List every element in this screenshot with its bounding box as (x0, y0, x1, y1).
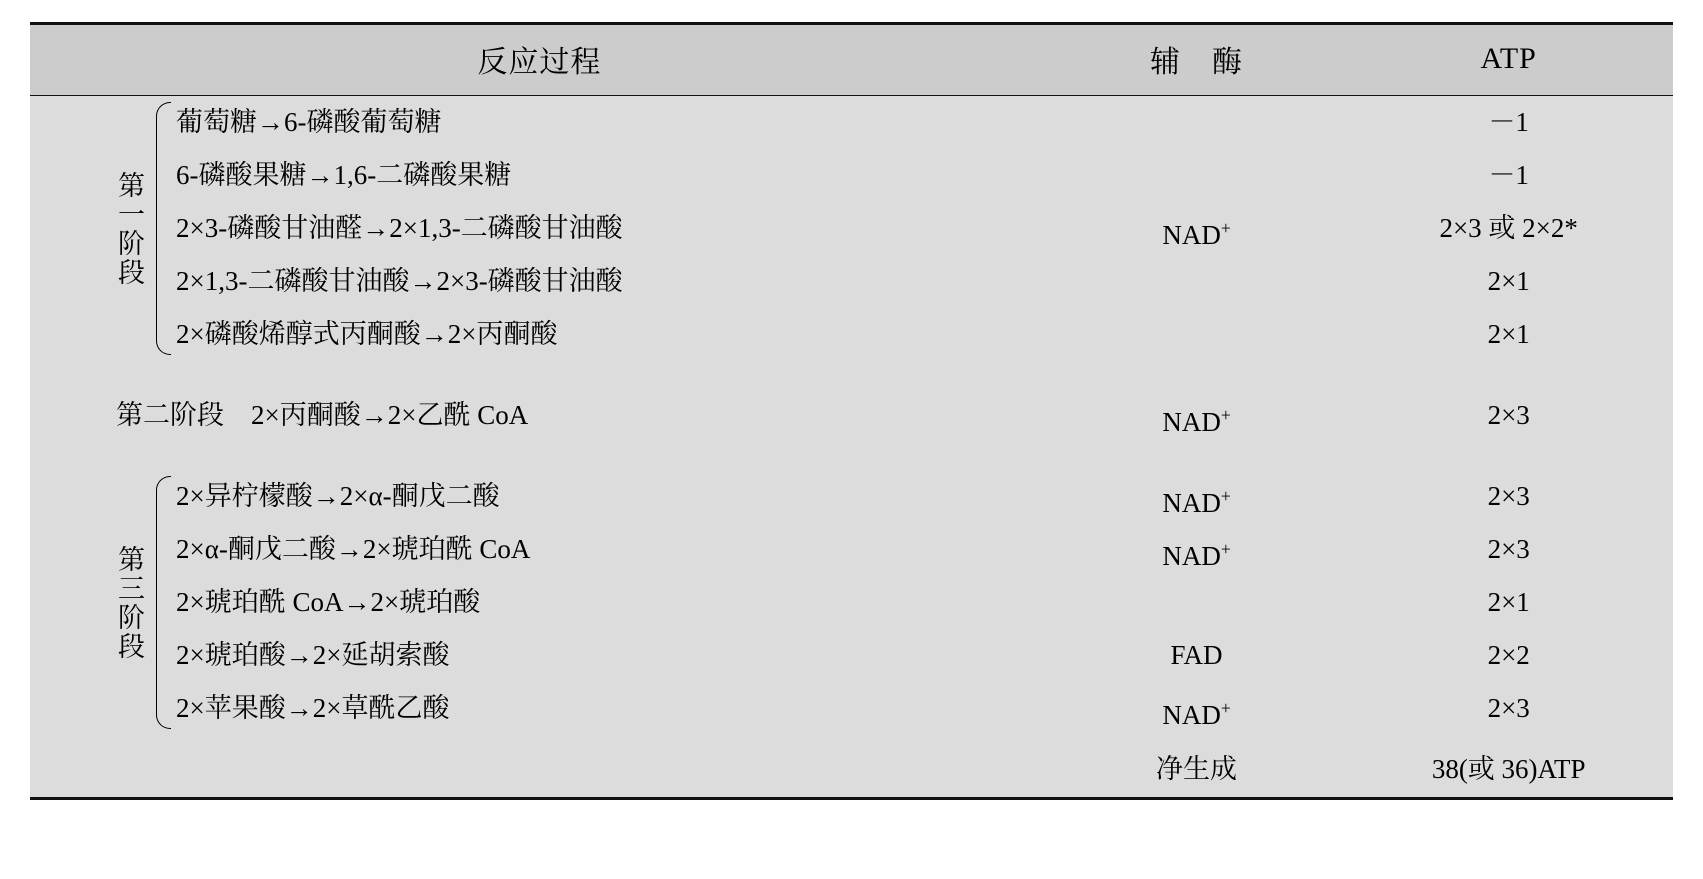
atp-value: 2×3 (1487, 400, 1530, 430)
reaction-step: 2×磷酸烯醇式丙酮酸→2×丙酮酸 (176, 319, 558, 349)
atp-value: 2×2 (1487, 640, 1530, 670)
table-header (30, 24, 1673, 96)
reaction-step: 第二阶段 2×丙酮酸→2×乙酰 CoA (116, 400, 529, 430)
table-row (30, 470, 1673, 735)
superscript-plus: + (1220, 698, 1231, 718)
atp-value: －1 (1488, 160, 1529, 190)
column-header-coenzyme (1049, 24, 1345, 96)
stage-three-coenzyme-cell (1049, 470, 1345, 735)
stage-three-label (30, 470, 150, 735)
coenzyme-value (1049, 96, 1345, 149)
superscript-plus: + (1220, 539, 1231, 559)
coenzyme-value (1049, 149, 1345, 202)
net-total-value: 38(或 36)ATP (1431, 753, 1586, 784)
reaction-step: 2×苹果酸→2×草酰乙酸 (176, 693, 450, 723)
coenzyme-value: NAD+ (1162, 486, 1231, 518)
atp-value: 2×1 (1487, 266, 1530, 296)
spacer-cell (1049, 442, 1345, 470)
stage-one-atp-cell (1344, 96, 1673, 362)
column-header-process: 反应过程 (30, 24, 1049, 96)
reaction-step: 6-磷酸果糖→1,6-二磷酸果糖 (176, 160, 512, 190)
spacer-row (30, 361, 1673, 389)
reaction-step: 葡萄糖→6-磷酸葡萄糖 (176, 107, 442, 137)
stage-one-label-text: 第一阶段 (114, 170, 144, 287)
reaction-step: 2×3-磷酸甘油醛→2×1,3-二磷酸甘油酸 (176, 213, 623, 243)
table-header-row (30, 24, 1673, 96)
stage-three-brace-icon (150, 470, 168, 735)
stage-three-atp-cell (1344, 470, 1673, 735)
stage-one-label (30, 96, 150, 361)
stage-one-rows (176, 96, 1049, 361)
stage-three-label-text: 第三阶段 (114, 544, 144, 661)
superscript-plus: + (1220, 218, 1231, 238)
atp-value: 2×3 (1487, 481, 1530, 511)
spacer-cell (30, 442, 1049, 470)
stage-one-brace-icon (150, 96, 168, 361)
coenzyme-value: NAD+ (1162, 218, 1231, 250)
spacer-cell (30, 361, 1049, 389)
atp-value: 2×1 (1487, 587, 1530, 617)
superscript-plus: + (1220, 405, 1231, 425)
reaction-step: 2×琥珀酸→2×延胡索酸 (176, 640, 450, 670)
stage-three-rows (176, 470, 1049, 735)
superscript-plus: + (1220, 486, 1231, 506)
atp-value: 2×3 (1487, 693, 1530, 723)
reaction-step: 2×1,3-二磷酸甘油酸→2×3-磷酸甘油酸 (176, 266, 623, 296)
reaction-table-container (30, 22, 1673, 800)
net-empty-cell (30, 735, 1049, 799)
coenzyme-value: FAD (1170, 640, 1223, 670)
stage-one-process-cell (30, 96, 1049, 362)
stage-two-process-cell (30, 389, 1049, 442)
coenzyme-value (1049, 576, 1345, 629)
table-body (30, 96, 1673, 799)
spacer-cell (1049, 361, 1345, 389)
coenzyme-value (1049, 308, 1345, 361)
reaction-step: 2×异柠檬酸→2×α-酮戊二酸 (176, 481, 500, 511)
spacer-row (30, 442, 1673, 470)
atp-value: 2×3 (1487, 534, 1530, 564)
table-row (30, 389, 1673, 442)
reaction-table (30, 22, 1673, 800)
net-total-row (30, 735, 1673, 799)
column-header-coenzyme-text: 辅 酶 (1150, 46, 1244, 79)
reaction-step: 2×α-酮戊二酸→2×琥珀酰 CoA (176, 534, 531, 564)
column-header-atp: ATP (1344, 24, 1673, 96)
atp-value: 2×1 (1487, 319, 1530, 349)
stage-two-coenzyme-cell (1049, 389, 1345, 442)
table-row (30, 96, 1673, 362)
reaction-step: 2×琥珀酰 CoA→2×琥珀酸 (176, 587, 481, 617)
net-total-label: 净生成 (1156, 753, 1238, 784)
atp-value: －1 (1488, 107, 1529, 137)
coenzyme-value (1049, 255, 1345, 308)
stage-one-block (30, 96, 1049, 361)
spacer-cell (1344, 361, 1673, 389)
stage-three-process-cell (30, 470, 1049, 735)
stage-two-atp-cell (1344, 389, 1673, 442)
stage-three-block (30, 470, 1049, 735)
stage-one-coenzyme-cell (1049, 96, 1345, 362)
coenzyme-value: NAD+ (1162, 698, 1231, 730)
spacer-cell (1344, 442, 1673, 470)
coenzyme-value: NAD+ (1162, 405, 1231, 437)
atp-value: 2×3 或 2×2* (1439, 213, 1578, 243)
coenzyme-value: NAD+ (1162, 539, 1231, 571)
